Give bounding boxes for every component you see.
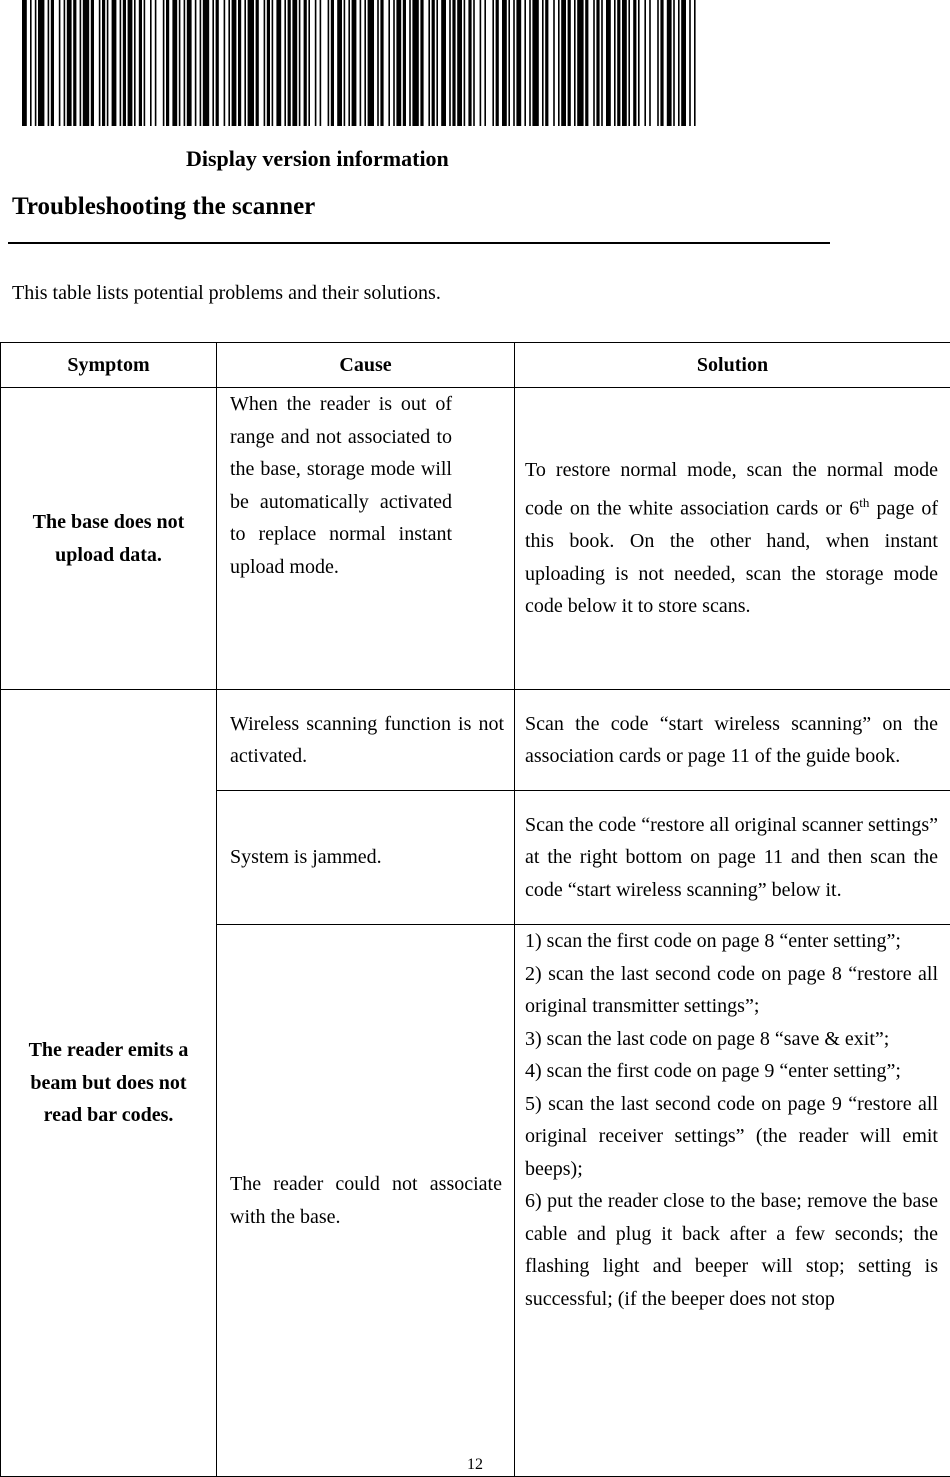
barcode-bar: [216, 0, 219, 126]
barcode-bar: [256, 0, 259, 126]
barcode-bar: [320, 0, 322, 126]
barcode-bar: [179, 0, 181, 126]
cause-text: When the reader is out of range and not associated to the base, storage mode will be automatically activated to replace normal instant upload mode.: [230, 393, 452, 578]
barcode-bar: [83, 0, 89, 126]
barcode-bar: [614, 0, 616, 126]
barcode-bar: [516, 0, 521, 126]
table-row: [1, 690, 950, 791]
barcode-bar: [601, 0, 603, 126]
barcode-bar: [436, 0, 438, 126]
barcode-bar: [681, 0, 686, 126]
barcode-bar: [48, 0, 50, 126]
barcode-bar: [396, 0, 401, 126]
barcode-bar: [420, 0, 423, 126]
barcode-bar: [308, 0, 310, 126]
barcode-bar: [689, 0, 691, 126]
barcode-bar: [574, 0, 576, 126]
troubleshooting-table: [0, 342, 950, 1477]
section-heading: Troubleshooting the scanner: [12, 193, 316, 220]
barcode-bar: [617, 0, 620, 126]
page-number: 12: [467, 1456, 483, 1473]
barcode-bar: [606, 0, 611, 126]
barcode-bar: [38, 0, 44, 126]
barcode-bar: [532, 0, 538, 126]
barcode-bar: [232, 0, 237, 126]
table-row: [1, 388, 950, 690]
cause-text: System is jammed.: [230, 846, 382, 869]
barcode-bar: [212, 0, 214, 126]
barcode-bar: [484, 0, 486, 126]
solution-cell: [515, 925, 950, 1477]
table-header-row: [1, 343, 950, 388]
barcode-bar: [238, 0, 241, 126]
barcode-bar: [403, 0, 406, 126]
barcode-bar: [694, 0, 696, 126]
barcode-bar: [649, 0, 651, 126]
barcode-bar: [432, 0, 435, 126]
barcode-bar: [678, 0, 680, 126]
barcode-bar: [128, 0, 133, 126]
barcode-bar: [457, 0, 462, 126]
barcode-bar: [558, 0, 560, 126]
barcode-bar: [288, 0, 291, 126]
solution-step: 4) scan the first code on page 9 “enter setting”;: [525, 1060, 901, 1082]
barcode-bar: [304, 0, 307, 126]
barcode-caption: Display version information: [186, 146, 449, 171]
symptom-text: The base does not upload data.: [32, 511, 185, 566]
cause-text: Wireless scanning function is not activated.: [230, 712, 504, 767]
barcode-bar: [276, 0, 281, 126]
barcode-bar: [561, 0, 566, 126]
barcode-bar: [352, 0, 357, 126]
barcode-bar: [99, 0, 101, 126]
barcode-bar: [644, 0, 646, 126]
intro-paragraph: This table lists potential problems and their solutions.: [12, 282, 441, 304]
barcode-bar: [468, 0, 471, 126]
barcode-bar: [368, 0, 374, 126]
barcode-bar: [112, 0, 117, 126]
cause-cell: [217, 690, 515, 791]
barcode-bar: [628, 0, 630, 126]
header-cause: Cause: [217, 343, 515, 388]
barcode-bar: [155, 0, 157, 126]
barcode-bar: [348, 0, 350, 126]
barcode-bar: [344, 0, 346, 126]
barcode-bar: [364, 0, 366, 126]
solution-text-2: page of this book. On the other hand, when instant uploading is not needed, scan the storage mode code below it to store scans.: [525, 497, 938, 618]
barcode-bar: [134, 0, 136, 126]
barcode-bar: [360, 0, 362, 126]
barcode-bar: [513, 0, 515, 126]
barcode-bar: [524, 0, 526, 126]
barcode-bar: [272, 0, 274, 126]
barcode-bar: [596, 0, 599, 126]
solution-text: Scan the code “start wireless scanning” on the association cards or page 11 of the guide book.: [525, 712, 938, 767]
solution-cell: [515, 690, 950, 791]
solution-text: Scan the code “restore all original scanner settings” at the right bottom on page 11 and then scan the code “start wireless scanning” below it.: [525, 813, 938, 901]
barcode-bar: [315, 0, 317, 126]
barcode-bar: [377, 0, 379, 126]
barcode-bar: [139, 0, 142, 126]
barcode-bar: [267, 0, 270, 126]
barcode-bar: [585, 0, 588, 126]
barcode-bar: [412, 0, 418, 126]
barcode-bar: [480, 0, 482, 126]
barcode-bar: [107, 0, 109, 126]
barcode-bar: [502, 0, 507, 126]
barcode-bar: [22, 0, 27, 126]
barcode-bar: [224, 0, 226, 126]
solution-text-1: To restore normal mode, scan the normal mode code on the white association cards or 6: [525, 459, 938, 520]
barcode-bar: [244, 0, 246, 126]
barcode-bar: [30, 0, 32, 126]
solution-step: 1) scan the first code on page 8 “enter setting”;: [525, 930, 901, 952]
barcode-bar: [292, 0, 297, 126]
solution-cell: [515, 388, 950, 690]
solution-step: 6) put the reader close to the base; remove the base cable and plug it back after a few seconds; the flashing light and beeper will stop; setting is successful; (if the beeper does not stop: [525, 1190, 938, 1310]
barcode-bar: [496, 0, 499, 126]
barcode-bar: [393, 0, 395, 126]
barcode-bar: [529, 0, 531, 126]
barcode-bar: [144, 0, 146, 126]
barcode-bar: [195, 0, 197, 126]
barcode-bar: [59, 0, 61, 126]
solution-superscript: th: [859, 494, 870, 510]
barcode-bar: [203, 0, 209, 126]
symptom-cell: [1, 690, 217, 1477]
solution-cell: [515, 791, 950, 925]
cause-cell: [217, 925, 515, 1477]
barcode-bar: [553, 0, 555, 126]
barcode-bar: [91, 0, 94, 126]
barcode-bar: [409, 0, 411, 126]
barcode-bar: [200, 0, 202, 126]
cause-cell: [217, 791, 515, 925]
barcode-bar: [123, 0, 126, 126]
barcode-bar: [35, 0, 37, 126]
barcode-bar: [172, 0, 177, 126]
barcode-bar: [673, 0, 675, 126]
barcode-bar: [73, 0, 76, 126]
barcode-bar: [264, 0, 266, 126]
barcode-bar: [508, 0, 510, 126]
barcode-bar: [184, 0, 186, 126]
barcode-bar: [449, 0, 451, 126]
barcode-bar: [163, 0, 165, 126]
barcode-bar: [577, 0, 583, 126]
barcode-bar: [166, 0, 169, 126]
barcode-bar: [441, 0, 446, 126]
barcode-bar: [388, 0, 390, 126]
barcode-bar: [593, 0, 595, 126]
barcode-bar: [150, 0, 152, 126]
barcode-bar: [64, 0, 66, 126]
solution-step: 2) scan the last second code on page 8 “restore all original transmitter settings”;: [525, 962, 938, 1017]
cause-cell: [217, 388, 515, 690]
barcode-bar: [660, 0, 663, 126]
barcode-bar: [187, 0, 192, 126]
cause-text: The reader could not associate with the base.: [230, 1173, 502, 1228]
symptom-text: The reader emits a beam but does not read bar codes.: [28, 1039, 189, 1127]
heading-divider: [8, 242, 830, 244]
barcode-bar: [299, 0, 301, 126]
barcode-bar: [492, 0, 494, 126]
barcode-bar: [473, 0, 475, 126]
barcode-bar: [102, 0, 105, 126]
barcode-bar: [568, 0, 571, 126]
barcode-bar: [284, 0, 286, 126]
barcode-bar: [638, 0, 640, 126]
barcode-bar: [248, 0, 254, 126]
barcode-bar: [428, 0, 430, 126]
barcode-bar: [452, 0, 455, 126]
barcode-bar: [667, 0, 672, 126]
barcode-bar: [67, 0, 72, 126]
barcode-bar: [51, 0, 54, 126]
barcode-bar: [80, 0, 82, 126]
barcode-bar: [228, 0, 230, 126]
barcode-bar: [657, 0, 659, 126]
barcode-bar: [633, 0, 636, 126]
solution-step: 5) scan the last second code on page 9 “restore all original receiver settings” (the reader will emit beeps);: [525, 1092, 938, 1180]
barcode-bar: [545, 0, 548, 126]
barcode-bar: [464, 0, 466, 126]
header-symptom: Symptom: [1, 343, 217, 388]
header-solution: Solution: [515, 343, 950, 388]
barcode-bar: [328, 0, 330, 126]
barcode-bar: [622, 0, 627, 126]
barcode-bar: [380, 0, 383, 126]
symptom-cell: [1, 388, 217, 690]
barcode-bar: [331, 0, 334, 126]
barcode-bar: [120, 0, 122, 126]
barcode-bar: [542, 0, 544, 126]
barcode-image: [20, 0, 700, 126]
barcode-bar: [337, 0, 342, 126]
solution-step: 3) scan the last code on page 8 “save & exit”;: [525, 1027, 890, 1050]
